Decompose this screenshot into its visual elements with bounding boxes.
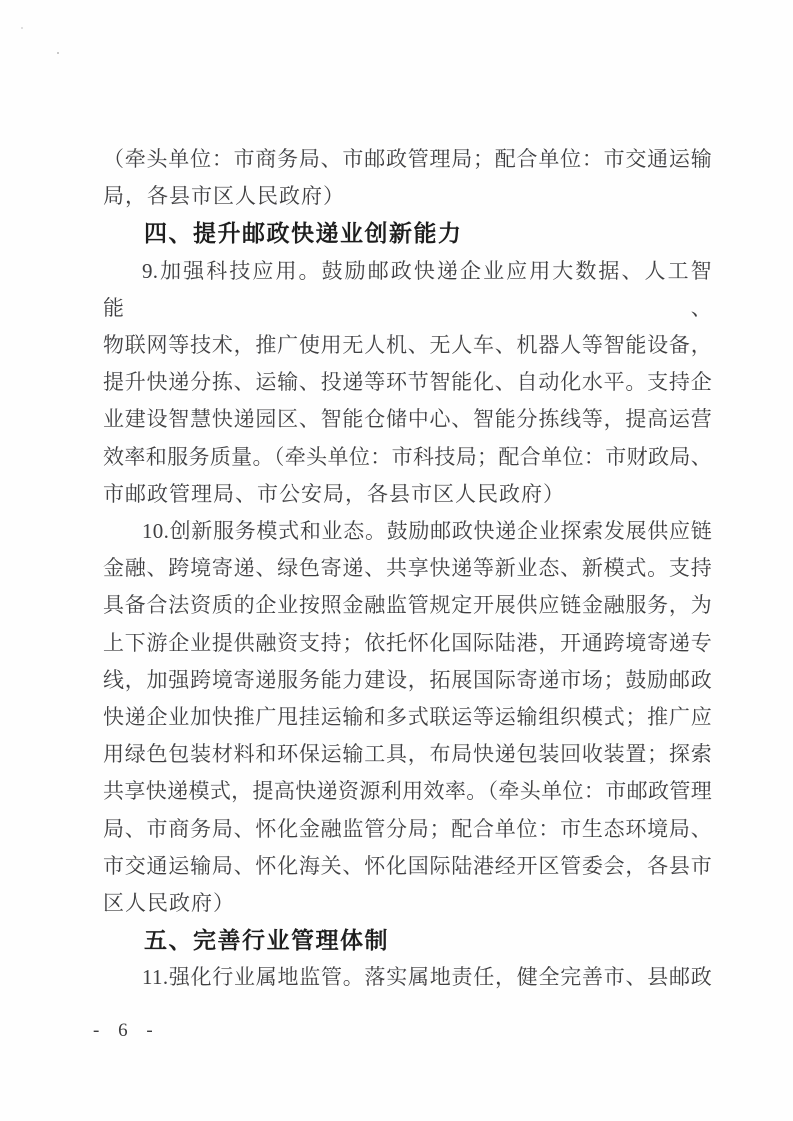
text-line: 业建设智慧快递园区、智能仓储中心、智能分拣线等，提高运营 [103,407,712,432]
text-line: 11.强化行业属地监管。落实属地责任，健全完善市、县邮政 [142,965,712,990]
text-line: 上下游企业提供融资支持；依托怀化国际陆港，开通跨境寄递专 [103,630,712,655]
text-line: 区人民政府） [103,891,235,916]
text-line: 10.创新服务模式和业态。鼓励邮政快递企业探索发展供应链 [142,519,712,544]
section-heading: 五、完善行业管理体制 [144,927,389,954]
text-line: 提升快递分拣、运输、投递等环节智能化、自动化水平。支持企 [103,370,712,395]
text-line: 市邮政管理局、市公安局，各县市区人民政府） [103,481,565,506]
scan-speck [57,52,59,54]
text-line: （牵头单位：市商务局、市邮政管理局；配合单位：市交通运输 [103,147,712,171]
page-number: - 6 - [93,1020,160,1041]
text-line: 效率和服务质量。（牵头单位：市科技局；配合单位：市财政局、 [103,444,712,469]
document-body [103,141,712,997]
text-line: 局，各县市区人民政府） [103,184,345,209]
scan-speck [21,27,23,29]
text-line: 金融、跨境寄递、绿色寄递、共享快递等新业态、新模式。支持 [103,556,712,581]
text-line: 共享快递模式，提高快递资源利用效率。（牵头单位：市邮政管理 [103,779,712,804]
section-heading: 四、提升邮政快递业创新能力 [144,220,463,247]
text-line: 用绿色包装材料和环保运输工具，布局快递包装回收装置；探索 [103,742,712,767]
text-line: 具备合法资质的企业按照金融监管规定开展供应链金融服务，为 [103,593,712,618]
text-line: 快递企业加快推广甩挂运输和多式联运等运输组织模式；推广应 [103,705,712,730]
text-line: 局、市商务局、怀化金融监管分局；配合单位：市生态环境局、 [103,816,712,841]
text-line: 市交通运输局、怀化海关、怀化国际陆港经开区管委会，各县市 [103,853,712,878]
text-line: 线，加强跨境寄递服务能力建设，拓展国际寄递市场；鼓励邮政 [103,667,712,692]
text-line: 9.加强科技应用。鼓励邮政快递企业应用大数据、人工智能、 [103,258,712,320]
text-line: 物联网等技术，推广使用无人机、无人车、机器人等智能设备， [103,333,712,358]
